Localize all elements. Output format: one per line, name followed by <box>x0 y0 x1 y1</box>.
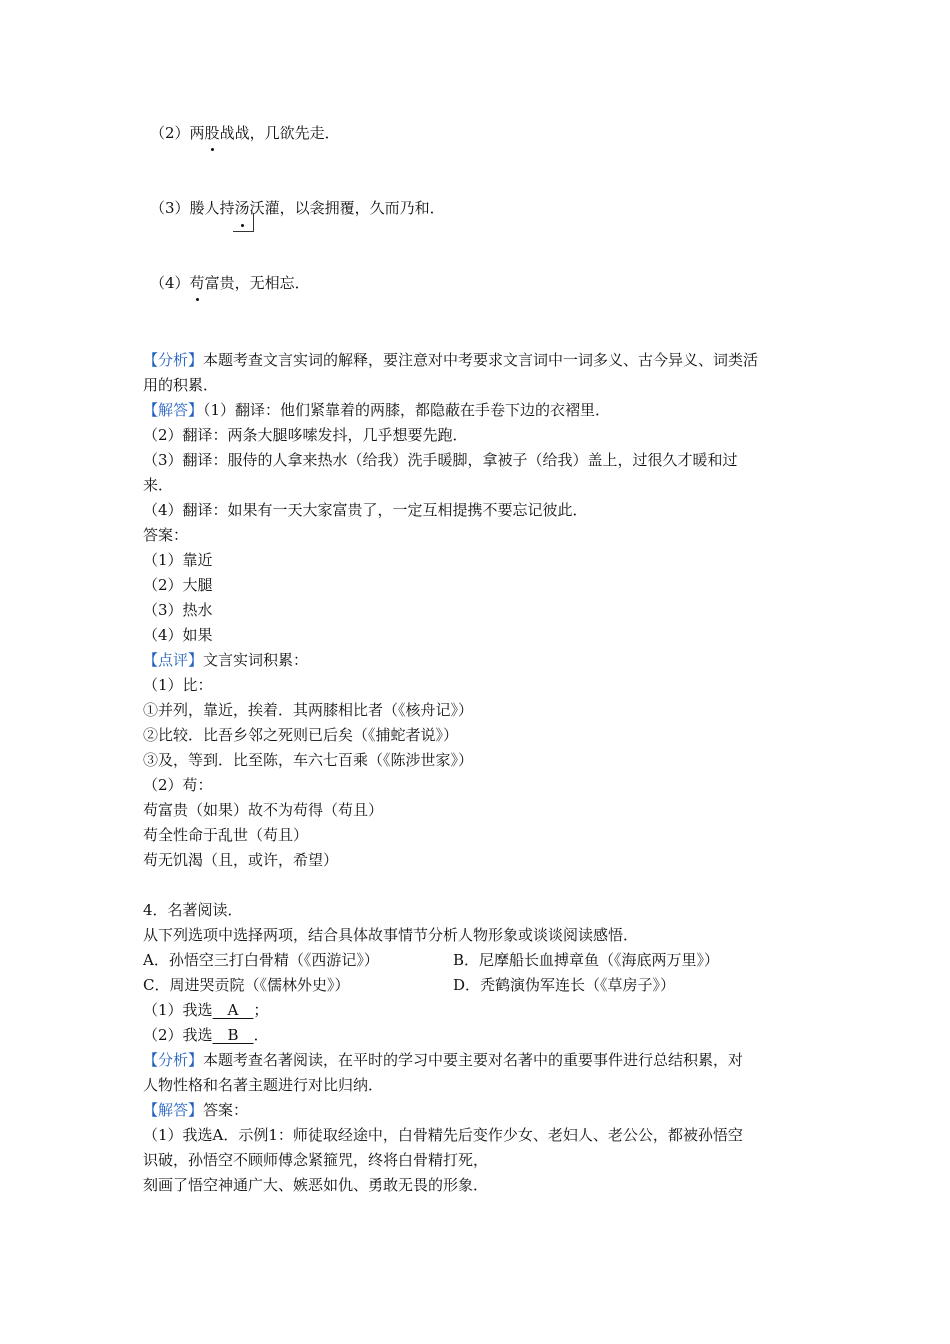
answer-item: （3）热水 <box>143 601 213 619</box>
question-item-2: （2）两股 战战，几欲先走． <box>150 124 340 142</box>
answer-line: （3）翻译：服侍的人拿来热水（给我）洗手暖脚，拿被子（给我）盖上，过很久才暖和过 <box>143 451 738 469</box>
answer-tag: 【解答】 <box>143 401 204 419</box>
option-c: C．周进哭贡院（《儒林外史》） <box>143 976 350 994</box>
answer-line: 【解答】答案： <box>143 1101 249 1119</box>
comment-line: ③及，等到．比至陈，车六七百乘（《陈涉世家》） <box>143 751 474 769</box>
analysis-line: 【分析】本题考查名著阅读，在平时的学习中要主要对名著中的重要事件进行总结积累，对 <box>143 1051 744 1069</box>
question-item-4: （4）苟 富贵，无相忘． <box>150 274 310 292</box>
question-prompt: 从下列选项中选择两项，结合具体故事情节分析人物形象或谈谈阅读感悟． <box>143 926 639 944</box>
answer-tag: 【解答】 <box>143 1101 204 1119</box>
selection-value: A <box>212 1001 254 1019</box>
selection-value: B <box>212 1026 254 1044</box>
comment-line: ①并列，靠近，挨着．其两膝相比者（《核舟记》） <box>143 701 474 719</box>
question-item-3: （3）媵人持汤 沃灌，以衾拥覆，久而乃和． <box>150 199 445 217</box>
comment-line: 【点评】文言实词积累： <box>143 651 309 669</box>
selection-1: （1）我选 A ； <box>143 1001 269 1019</box>
analysis-line: 人物性格和名著主题进行对比归纳． <box>143 1076 384 1094</box>
answer-line: 识破，孙悟空不顾师傅念紧箍咒，终将白骨精打死， <box>143 1151 489 1169</box>
analysis-tag: 【分析】 <box>143 351 204 369</box>
option-d: D．秃鹤演伪军连长（《草房子》） <box>453 976 676 994</box>
comment-line: ②比较．比吾乡邻之死则已后矣（《捕蛇者说》） <box>143 726 459 744</box>
answer-line: （2）翻译：两条大腿哆嗦发抖，几乎想要先跑． <box>143 426 468 444</box>
selection-2: （2）我选 B ． <box>143 1026 269 1044</box>
analysis-line: 用的积累． <box>143 376 219 394</box>
comment-line: 苟无饥渴（且，或许，希望） <box>143 851 339 869</box>
answer-item: （1）靠近 <box>143 551 213 569</box>
comment-tag: 【点评】 <box>143 651 204 669</box>
option-a: A．孙悟空三打白骨精（《西游记》） <box>143 951 379 969</box>
comment-line: 苟富贵（如果）故不为苟得（苟且） <box>143 801 384 819</box>
answer-line: （1）我选A．示例1：师徒取经途中，白骨精先后变作少女、老妇人、老公公，都被孙悟空 <box>143 1126 743 1144</box>
marked-char: 汤 <box>235 199 250 217</box>
marked-char: 股 <box>205 124 220 142</box>
comment-line: （2）苟： <box>143 776 213 794</box>
answer-label: 答案： <box>143 526 189 544</box>
option-b: B．尼摩船长血搏章鱼（《海底两万里》） <box>453 951 720 969</box>
answer-item: （2）大腿 <box>143 576 213 594</box>
answer-line: 刻画了悟空神通广大、嫉恶如仇、勇敢无畏的形象． <box>143 1176 489 1194</box>
comment-line: （1）比： <box>143 676 213 694</box>
answer-item: （4）如果 <box>143 626 213 644</box>
marked-char: 苟 <box>190 274 205 292</box>
analysis-tag: 【分析】 <box>143 1051 204 1069</box>
question-title: 4．名著阅读． <box>143 901 243 919</box>
analysis-line: 【分析】本题考查文言实词的解释，要注意对中考要求文言词中一词多义、古今异义、词类活 <box>143 351 759 369</box>
answer-line: 【解答】（1）翻译：他们紧靠着的两膝，都隐蔽在手卷下边的衣褶里． <box>143 401 611 419</box>
answer-line: （4）翻译：如果有一天大家富贵了，一定互相提携不要忘记彼此． <box>143 501 588 519</box>
answer-line: 来． <box>143 476 174 494</box>
comment-line: 苟全性命于乱世（苟且） <box>143 826 309 844</box>
